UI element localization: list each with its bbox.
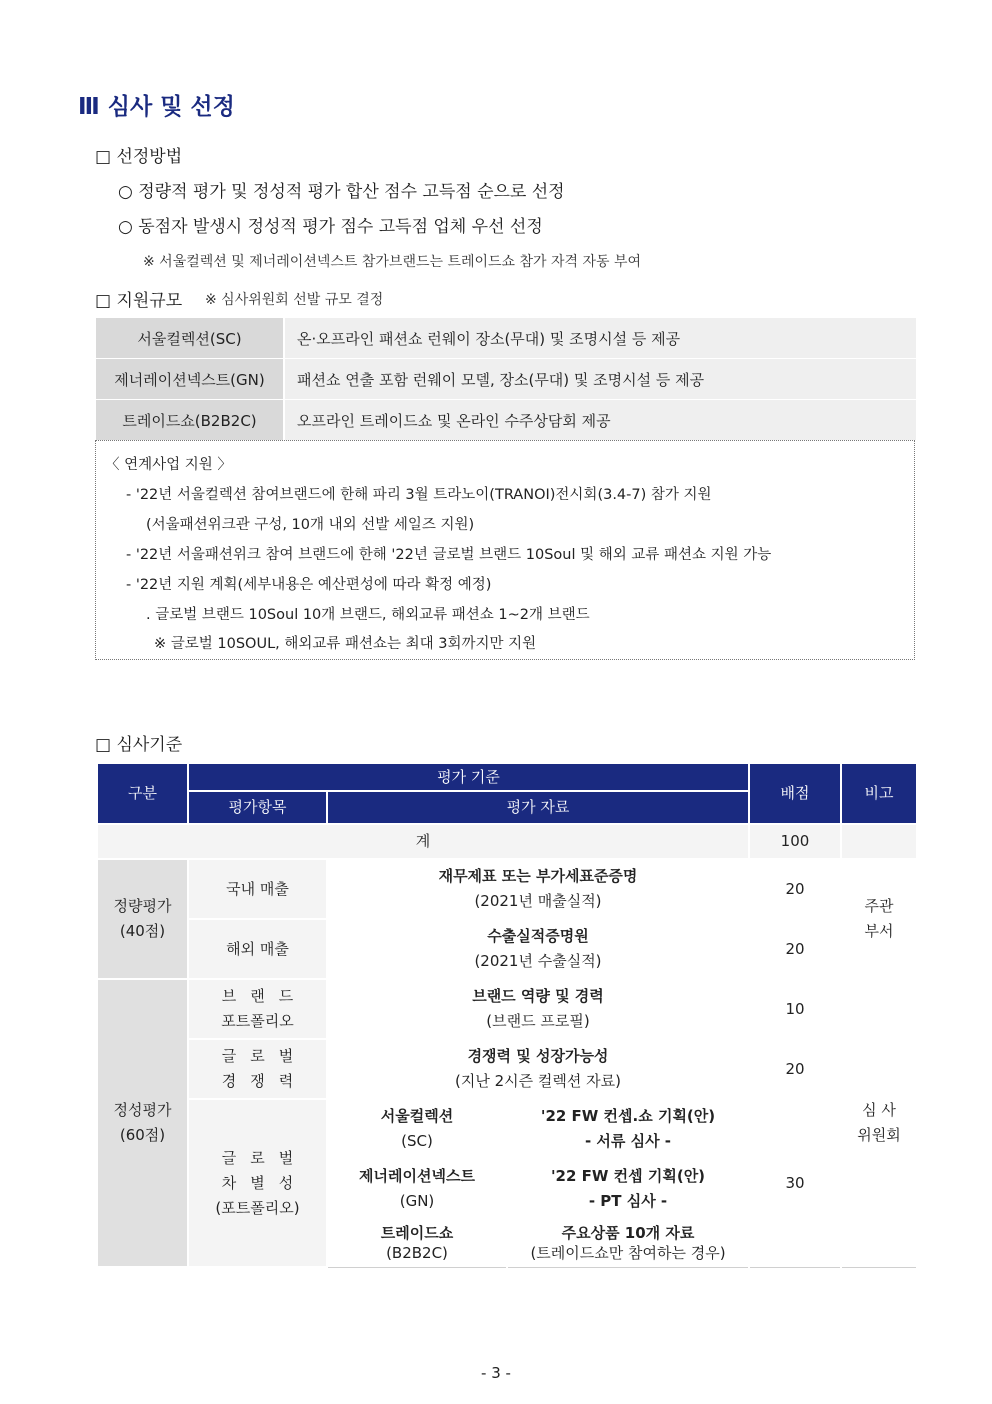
diff-material-cell [507, 1219, 749, 1267]
qual-remark [841, 979, 917, 1267]
total-remark [841, 824, 917, 859]
header-category: 구분 [97, 763, 188, 824]
diff-show-cell [327, 1219, 507, 1267]
diff-show-name: 트레이드쇼 [380, 1224, 454, 1243]
criteria-table [96, 762, 918, 1268]
quant-material: 재무제표 또는 부가세표준증명 [438, 867, 638, 885]
qual-diff-item-1: 글로벌 [221, 1148, 308, 1167]
quant-material-sub: (2021년 매출실적) [474, 892, 602, 910]
qual-global-material: 경쟁력 및 성장가능성 [467, 1047, 609, 1065]
support-row-desc: 오프라인 트레이드쇼 및 온라인 수주상담회 제공 [285, 400, 916, 440]
quant-score: 20 [749, 859, 841, 919]
quant-item: 국내 매출 [188, 859, 327, 919]
support-row [96, 318, 916, 358]
support-note: ※ 심사위원회 선발 규모 결정 [205, 292, 384, 308]
linked-line: . 글로벌 브랜드 10Soul 10개 브랜드, 해외교류 패션쇼 1~2개 브랜드 [146, 607, 590, 623]
diff-material-sub: - PT 심사 - [588, 1192, 668, 1210]
qual-global-material-cell [327, 1039, 749, 1099]
header-score: 배점 [749, 763, 841, 824]
selection-bullet-2: ○ 동점자 발생시 정성적 평가 점수 고득점 업체 우선 선정 [118, 217, 543, 237]
diff-material-cell [507, 1159, 749, 1219]
quant-label: 정량평가 [113, 897, 172, 915]
quant-material-sub: (2021년 수출실적) [474, 952, 602, 970]
linked-title: 〈 연계사업 지원 〉 [105, 457, 232, 473]
qual-diff-score: 30 [749, 1099, 841, 1267]
qual-brand-score: 10 [749, 979, 841, 1039]
qual-brand-item [188, 979, 327, 1039]
qual-global-score: 20 [749, 1039, 841, 1099]
support-row-desc: 온·오프라인 패션쇼 런웨이 장소(무대) 및 조명시설 등 제공 [285, 318, 916, 358]
diff-show-code: (GN) [399, 1192, 435, 1210]
linked-line: - '22년 지원 계획(세부내용은 예산편성에 따라 확정 예정) [126, 577, 492, 593]
support-row-name: 서울컬렉션(SC) [96, 318, 283, 358]
total-score: 100 [749, 824, 841, 859]
linked-line: ※ 글로벌 10SOUL, 해외교류 패션쇼는 최대 3회까지만 지원 [154, 636, 537, 652]
quant-category [97, 859, 188, 979]
qual-brand-item-2: 포트폴리오 [221, 1012, 294, 1030]
quant-material-cell [327, 919, 749, 979]
header-item: 평가항목 [188, 791, 327, 824]
diff-material: '22 FW 컨셉 기획(안) [550, 1167, 706, 1185]
qual-diff-item-2: 차별성 [221, 1173, 308, 1192]
support-row [96, 359, 916, 399]
qual-global-item-2: 경쟁력 [221, 1072, 308, 1090]
diff-show-cell [327, 1099, 507, 1159]
diff-material: '22 FW 컨셉.쇼 기획(안) [540, 1107, 716, 1125]
header-remark: 비고 [841, 763, 917, 824]
qual-brand-material-cell [327, 979, 749, 1039]
quant-item: 해외 매출 [188, 919, 327, 979]
qual-label: 정성평가 [113, 1101, 172, 1119]
quant-material-cell [327, 859, 749, 919]
qual-diff-item [188, 1099, 327, 1267]
qual-brand-item-1: 브랜드 [221, 987, 308, 1005]
qual-remark-1: 심 사 [862, 1101, 896, 1120]
support-row [96, 400, 916, 440]
quant-score: 20 [749, 919, 841, 979]
selection-bullet-1: ○ 정량적 평가 및 정성적 평가 합산 점수 고득점 순으로 선정 [118, 182, 565, 202]
support-row-name: 제너레이션넥스트(GN) [96, 359, 283, 399]
quant-points: (40점) [119, 922, 166, 940]
qual-global-item-1: 글로벌 [221, 1047, 308, 1065]
total-label: 계 [97, 824, 749, 859]
linked-program-box [95, 440, 915, 660]
diff-show-code: (SC) [401, 1132, 433, 1150]
support-heading: □ 지원규모 [95, 291, 183, 311]
quant-remark [841, 859, 917, 979]
linked-line: - '22년 서울컬렉션 참여브랜드에 한해 파리 3월 트라노이(TRANOI)전시회(3.4-7) 참가 지원 [126, 487, 712, 503]
qual-global-item [188, 1039, 327, 1099]
diff-material-cell [507, 1099, 749, 1159]
quant-remark-1: 주관 [864, 897, 894, 915]
qual-points: (60점) [119, 1126, 166, 1144]
qual-remark-2: 위원회 [857, 1126, 901, 1145]
page-number: - 3 - [481, 1364, 511, 1382]
section-title: Ⅲ 심사 및 선정 [78, 94, 235, 120]
qual-global-sub: (지난 2시즌 컬렉션 자료) [455, 1072, 621, 1090]
support-table [96, 318, 916, 441]
diff-show-name: 제너레이션넥스트 [359, 1167, 475, 1185]
criteria-heading: □ 심사기준 [95, 735, 183, 755]
qual-brand-material: 브랜드 역량 및 경력 [472, 987, 604, 1005]
support-row-desc: 패션쇼 연출 포함 런웨이 모델, 장소(무대) 및 조명시설 등 제공 [285, 359, 916, 399]
header-criteria: 평가 기준 [188, 763, 749, 791]
quant-material: 수출실적증명원 [487, 927, 589, 945]
diff-show-code: (B2B2C) [386, 1244, 448, 1263]
linked-line: (서울패션위크관 구성, 10개 내외 선발 세일즈 지원) [146, 517, 475, 533]
diff-material-sub: - 서류 심사 - [584, 1132, 672, 1150]
quant-remark-2: 부서 [864, 922, 894, 940]
diff-show-cell [327, 1159, 507, 1219]
diff-material-sub: (트레이드쇼만 참여하는 경우) [530, 1244, 726, 1263]
qual-brand-sub: (브랜드 프로필) [486, 1012, 590, 1030]
linked-line: - '22년 서울패션위크 참여 브랜드에 한해 '22년 글로벌 브랜드 10Soul 및 해외 교류 패션쇼 지원 가능 [126, 547, 772, 563]
qual-diff-item-3: (포트폴리오) [215, 1198, 300, 1217]
selection-heading: □ 선정방법 [95, 147, 183, 167]
diff-material: 주요상품 10개 자료 [561, 1224, 695, 1243]
selection-note: ※ 서울컬렉션 및 제너레이션넥스트 참가브랜드는 트레이드쇼 참가 자격 자동 부여 [143, 254, 642, 270]
diff-show-name: 서울컬렉션 [380, 1107, 454, 1125]
support-row-name: 트레이드쇼(B2B2C) [96, 400, 283, 440]
qual-category [97, 979, 188, 1267]
header-material: 평가 자료 [327, 791, 749, 824]
